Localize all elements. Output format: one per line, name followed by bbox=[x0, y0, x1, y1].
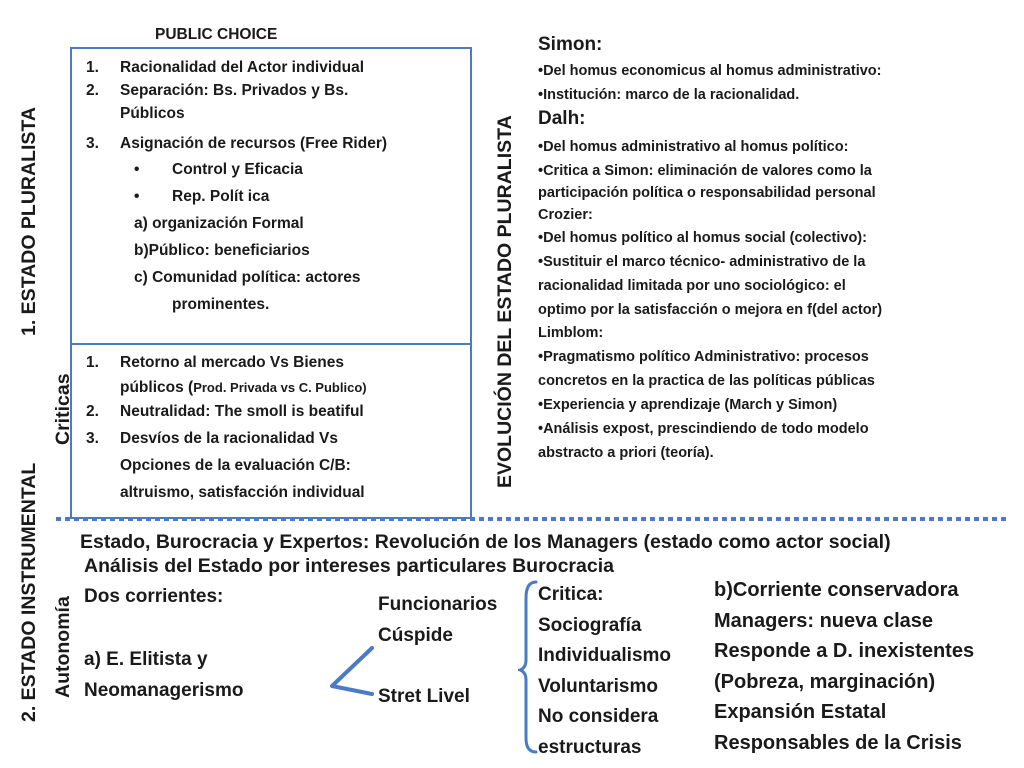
bullet-icon: • bbox=[538, 139, 544, 155]
subitem: b)Público: beneficiarios bbox=[134, 242, 310, 259]
estado-pluralista-label: 1. ESTADO PLURALISTA bbox=[18, 107, 40, 336]
list-item-text: Análisis expost, prescindiendo de todo modelo bbox=[543, 421, 869, 437]
conservadora-line: Expansión Estatal bbox=[714, 701, 887, 723]
list-item-text: altruismo, satisfacción individual bbox=[120, 484, 365, 501]
bullet-icon: • bbox=[538, 349, 544, 365]
simon-heading: Simon: bbox=[538, 34, 603, 55]
conservadora-line: (Pobreza, marginación) bbox=[714, 670, 936, 693]
conservadora-line: b)Corriente conservadora bbox=[714, 579, 959, 601]
subitem: prominentes. bbox=[172, 296, 270, 313]
list-item-text: Retorno al mercado Vs Bienes bbox=[120, 354, 344, 371]
bullet-icon: • bbox=[134, 188, 140, 205]
critica-line: Critica: bbox=[538, 584, 604, 605]
list-item bbox=[538, 162, 882, 180]
limblom-heading: Limblom: bbox=[538, 325, 604, 341]
list-item-text: Públicos bbox=[120, 105, 185, 122]
estado-instrumental-label: 2. ESTADO INSTRUMENTAL bbox=[18, 462, 40, 722]
criticas-label: Criticas bbox=[52, 373, 74, 445]
list-item-text: Del homus economicus al homus administrativo: bbox=[543, 63, 882, 79]
list-item bbox=[86, 58, 387, 81]
critica-block bbox=[538, 580, 671, 763]
stret-livel: Stret Livel bbox=[378, 686, 470, 707]
list-item bbox=[538, 138, 882, 162]
funcionarios-line: Funcionarios bbox=[378, 594, 498, 615]
headline-managers: Estado, Burocracia y Expertos: Revolución de los Managers (estado como actor social) bbox=[80, 531, 891, 553]
bullet-icon: • bbox=[538, 63, 544, 79]
list-item bbox=[86, 402, 367, 429]
dalh-heading: Dalh: bbox=[538, 108, 586, 129]
bullet-icon: • bbox=[538, 87, 544, 103]
bullet-icon: • bbox=[134, 161, 140, 178]
critica-line: No considera bbox=[538, 706, 659, 727]
list-item-text: Opciones de la evaluación C/B: bbox=[120, 457, 351, 474]
list-item bbox=[86, 160, 387, 187]
limblom-list bbox=[538, 348, 882, 468]
elitista-block bbox=[84, 645, 243, 706]
bullet-icon: • bbox=[538, 421, 544, 437]
list-item-text: Del homus político al homus social (colectivo): bbox=[543, 230, 867, 246]
crozier-list bbox=[538, 229, 882, 324]
bullet-icon: • bbox=[538, 230, 544, 246]
conservadora-line: Responsables de la Crisis bbox=[714, 731, 962, 754]
headline-burocracia: Análisis del Estado por intereses particulares Burocracia bbox=[84, 555, 614, 577]
list-item-text: racionalidad limitada por uno sociológico: el bbox=[538, 278, 846, 294]
dalh-list bbox=[538, 138, 882, 206]
evolucion-estado-pluralista-label: EVOLUCIÓN DEL ESTADO PLURALISTA bbox=[494, 115, 516, 488]
list-item-text: Institución: marco de la racionalidad. bbox=[543, 87, 800, 103]
item-number: 3. bbox=[86, 430, 99, 447]
critica-line: Individualismo bbox=[538, 645, 672, 666]
list-item-text: Del homus administrativo al homus político: bbox=[543, 139, 849, 155]
conservadora-line: Managers: nueva clase bbox=[714, 609, 933, 632]
list-item bbox=[86, 187, 387, 214]
list-item bbox=[86, 353, 367, 402]
item-number: 1. bbox=[86, 354, 99, 371]
list-item-text: concretos en la practica de las políticas públicas bbox=[538, 373, 875, 389]
subitem: c) Comunidad política: actores bbox=[134, 269, 361, 286]
list-item-text: abstracto a priori (teoría). bbox=[538, 445, 714, 461]
list-item-text: Experiencia y aprendizaje (March y Simon) bbox=[543, 397, 838, 413]
public-choice-list bbox=[86, 58, 387, 322]
list-item bbox=[538, 420, 882, 444]
autonomia-label: Autonomía bbox=[52, 596, 74, 698]
subitem: a) organización Formal bbox=[134, 215, 304, 232]
list-item-text: Sustituir el marco técnico- administrativo de la bbox=[543, 254, 866, 270]
list-item-text: Asignación de recursos (Free Rider) bbox=[120, 135, 388, 152]
list-item-text: Racionalidad del Actor individual bbox=[120, 59, 365, 76]
critica-line: Voluntarismo bbox=[538, 675, 658, 697]
bullet-icon: • bbox=[538, 254, 544, 270]
evolution-panel bbox=[538, 34, 882, 468]
elitista-line: Neomanagerismo bbox=[84, 679, 244, 701]
funcionarios-line: Cúspide bbox=[378, 624, 453, 646]
list-item bbox=[538, 348, 882, 372]
dos-corrientes: Dos corrientes: bbox=[84, 586, 224, 607]
list-item bbox=[538, 253, 882, 277]
list-item-text: Control y Eficacia bbox=[172, 161, 303, 178]
crozier-heading: Crozier: bbox=[538, 207, 593, 223]
list-item-text: Pragmatismo político Administrativo: procesos bbox=[543, 349, 869, 365]
list-item bbox=[538, 229, 882, 253]
list-item-text bbox=[120, 378, 367, 397]
branch-connector bbox=[324, 642, 384, 702]
list-item bbox=[538, 62, 882, 86]
list-item-text: Separación: Bs. Privados y Bs. bbox=[120, 82, 349, 99]
list-item-text: Rep. Polít ica bbox=[172, 188, 270, 205]
critica-line: Sociografía bbox=[538, 614, 642, 636]
list-item-text-small: Prod. Privada vs C. Publico) bbox=[193, 380, 367, 395]
conservadora-line: Responde a D. inexistentes bbox=[714, 640, 975, 662]
critica-line: estructuras bbox=[538, 736, 642, 758]
item-number: 2. bbox=[86, 403, 99, 420]
list-item-text: participación política o responsabilidad personal bbox=[538, 185, 876, 201]
list-item bbox=[538, 396, 882, 420]
public-choice-title: PUBLIC CHOICE bbox=[155, 26, 278, 43]
dotted-divider bbox=[0, 515, 1024, 523]
list-item-text: Neutralidad: The smoll is beatiful bbox=[120, 403, 364, 420]
simon-list bbox=[538, 62, 882, 108]
list-item bbox=[538, 86, 882, 108]
bullet-icon: • bbox=[538, 397, 544, 413]
elitista-line: a) E. Elitista y bbox=[84, 649, 208, 670]
list-item bbox=[86, 134, 387, 160]
list-item-text: Critica a Simon: eliminación de valores como la bbox=[543, 163, 872, 179]
conservadora-block bbox=[714, 575, 974, 758]
list-item-text: optimo por la satisfacción o mejora en f(del actor) bbox=[538, 302, 883, 318]
bullet-icon: • bbox=[538, 163, 544, 179]
list-item bbox=[86, 81, 387, 131]
list-item-text-main: públicos ( bbox=[120, 379, 194, 396]
criticas-list bbox=[86, 353, 367, 510]
item-number: 2. bbox=[86, 82, 99, 99]
item-number: 1. bbox=[86, 59, 99, 76]
funcionarios-block bbox=[378, 590, 497, 651]
item-number: 3. bbox=[86, 135, 99, 152]
list-item-text: Desvíos de la racionalidad Vs bbox=[120, 430, 338, 447]
list-item bbox=[86, 429, 367, 510]
